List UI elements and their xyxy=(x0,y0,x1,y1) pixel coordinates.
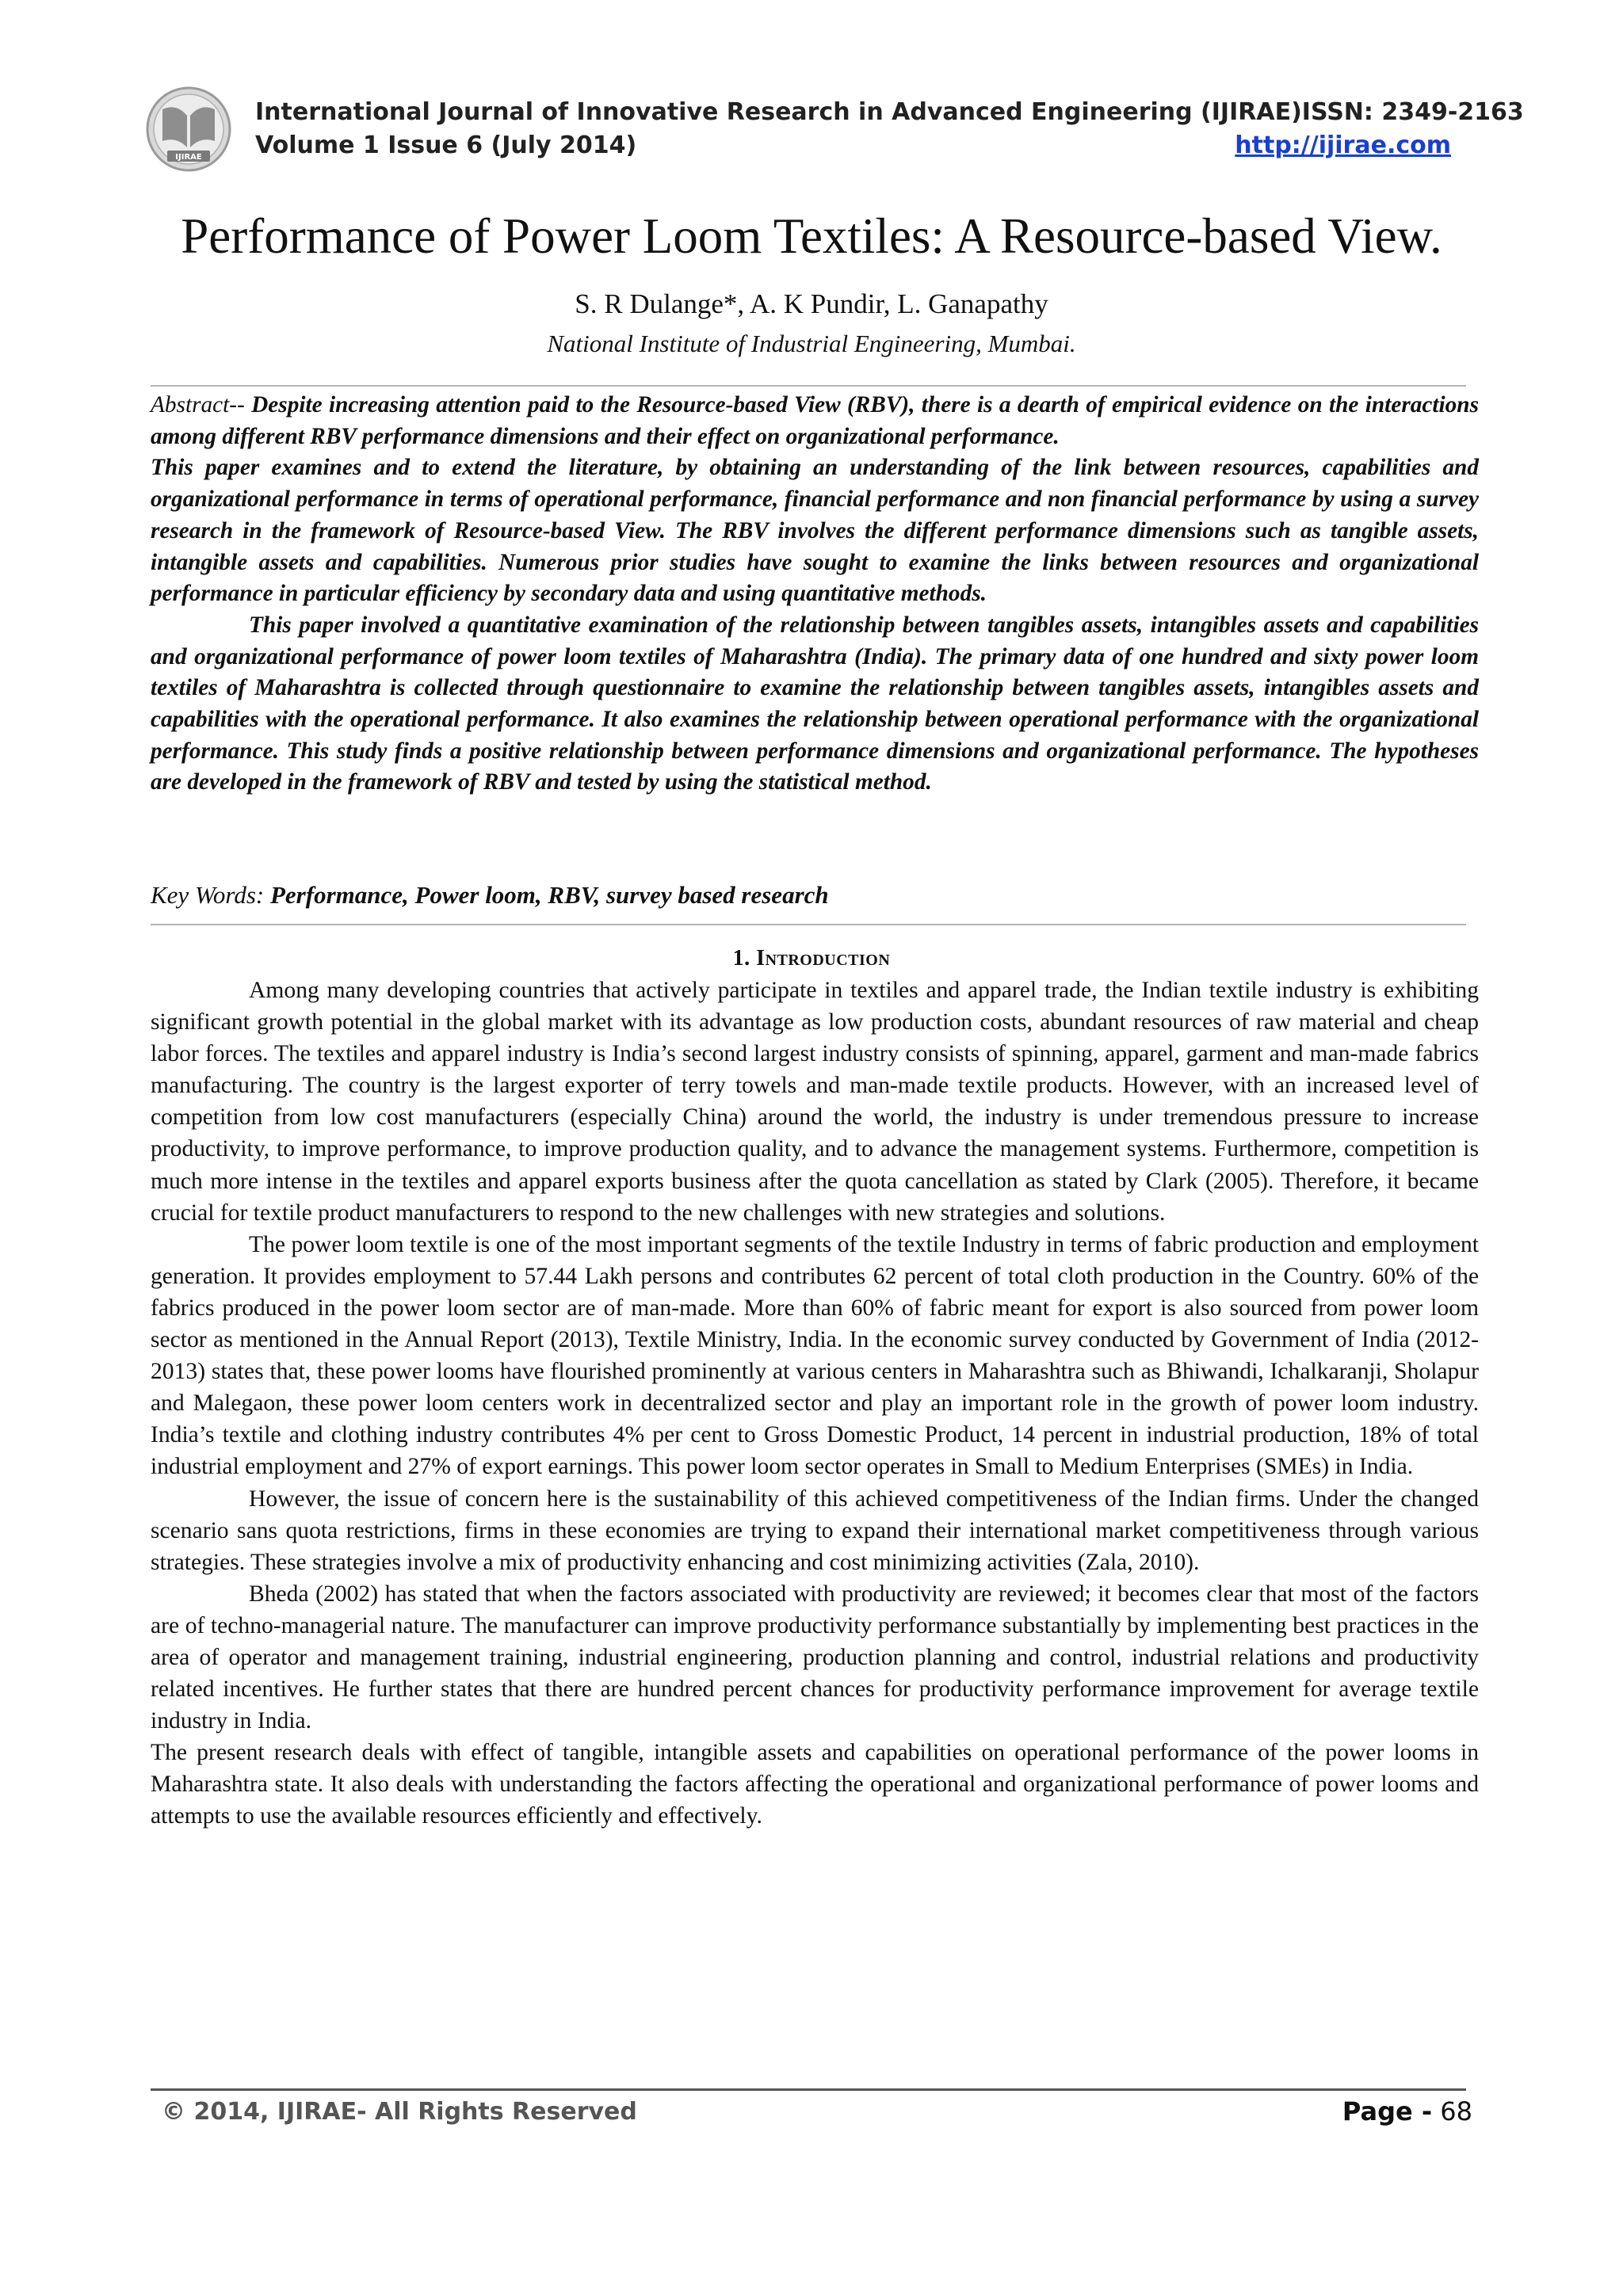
journal-header-line-1 xyxy=(255,98,1524,126)
section-heading-introduction: 1. Introduction xyxy=(732,946,891,971)
journal-header-line-2 xyxy=(255,132,1451,159)
abstract-paragraph-1: Despite increasing attention paid to the Resource-based View (RBV), there is a dearth of empirical evidence on the interactions among different RBV performance dimensions and their effect on organizational performance. xyxy=(151,392,1479,449)
page-number: 68 xyxy=(1440,2096,1472,2126)
abstract-paragraph-3: This paper involved a quantitative examination of the relationship between tangibles assets, intangibles assets and capabilities and organizational performance of power loom textiles of Maharashtra (India). The primary data of one hundred and sixty power loom textiles of Maharashtra is collected through questionnaire to examine the relationship between tangibles assets, intangibles assets and capabilities with the operational performance. It also examines the relationship between operational performance with the organizational performance. This study finds a positive relationship between performance dimensions and organizational performance. The hypotheses are developed in the framework of RBV and tested by using the statistical method. xyxy=(151,612,1479,795)
paper-title: Performance of Power Loom Textiles: A Resource-based View. xyxy=(181,208,1442,264)
journal-url-link[interactable]: http://ijirae.com xyxy=(1235,132,1451,159)
intro-paragraph: The present research deals with effect of tangible, intangible assets and capabilities on operational performance of the power looms in Maharashtra state. It also deals with understanding the factors affecting the operational and organizational performance of power looms and attempts to use the available resources efficiently and effectively. xyxy=(151,1740,1479,1829)
svg-text:IJIRAE: IJIRAE xyxy=(175,153,202,162)
intro-paragraph: The power loom textile is one of the most important segments of the textile Industry in terms of fabric production and employment generation. It provides employment to 57.44 Lakh persons and contributes 62 percent of total cloth production in the Country. 60% of the fabrics produced in the power loom sector are of man-made. More than 60% of fabric meant for export is also sourced from power loom sector as mentioned in the Annual Report (2013), Textile Ministry, India. In the economic survey conducted by Government of India (2012-2013) states that, these power looms have flourished prominently at various centers in Maharashtra such as Bhiwandi, Ichalkaranji, Sholapur and Malegaon, these power loom centers work in decentralized sector and play an important role in the growth of power loom industry. India’s textile and clothing industry contributes 4% per cent to Gross Domestic Product, 14 percent in industrial production, 18% of total industrial employment and 27% of export earnings. This power loom sector operates in Small to Medium Enterprises (SMEs) in India. xyxy=(151,1231,1479,1480)
paper-affiliation: National Institute of Industrial Engineering, Mumbai. xyxy=(547,330,1076,357)
keywords-value: Performance, Power loom, RBV, survey based research xyxy=(269,881,829,909)
journal-logo-icon xyxy=(145,86,232,173)
footer-page-number xyxy=(1342,2096,1472,2126)
abstract-label: Abstract-- xyxy=(151,392,245,418)
keywords-label: Key Words: xyxy=(151,881,270,909)
intro-paragraph: Bheda (2002) has stated that when the factors associated with productivity are reviewed; it becomes clear that most of the factors are of techno-managerial nature. The manufacturer can improve productivity performance substantially by implementing best practices in the area of operator and management training, industrial engineering, production planning and control, industrial relations and productivity related incentives. He further states that there are hundred percent chances for productivity performance improvement for average textile industry in India. xyxy=(151,1581,1479,1734)
divider-footer xyxy=(151,2088,1466,2091)
journal-issn: ISSN: 2349-2163 xyxy=(1301,98,1524,126)
footer-copyright: © 2014, IJIRAE- All Rights Reserved xyxy=(162,2098,637,2126)
divider-top xyxy=(151,385,1466,387)
paper-authors: S. R Dulange*, A. K Pundir, L. Ganapathy xyxy=(575,288,1048,319)
journal-name: International Journal of Innovative Research in Advanced Engineering (IJIRAE) xyxy=(255,98,1302,126)
intro-paragraph: However, the issue of concern here is the sustainability of this achieved competitiveness of the Indian firms. Under the changed scenario sans quota restrictions, firms in these economies are trying to expand their international market competitiveness through various strategies. These strategies involve a mix of productivity enhancing and cost minimizing activities (Zala, 2010). xyxy=(151,1486,1479,1575)
intro-paragraph: Among many developing countries that actively participate in textiles and apparel trade, the Indian textile industry is exhibiting significant growth potential in the global market with its advantage as low production costs, abundant resources of raw material and cheap labor forces. The textiles and apparel industry is India’s second largest industry consists of spinning, apparel, garment and man-made fabrics manufacturing. The country is the largest exporter of terry towels and man-made textile products. However, with an increased level of competition from low cost manufacturers (especially China) around the world, the industry is under tremendous pressure to increase productivity, to improve performance, to improve production quality, and to advance the management systems. Furthermore, competition is much more intense in the textiles and apparel exports business after the quota cancellation as stated by Clark (2005). Therefore, it became crucial for textile product manufacturers to respond to the new challenges with new strategies and solutions. xyxy=(151,978,1479,1226)
journal-volume: Volume 1 Issue 6 (July 2014) xyxy=(255,132,637,159)
abstract-paragraph-2: This paper examines and to extend the literature, by obtaining an understanding of the link between resources, capabilities and organizational performance in terms of operational performance, financial performance and non financial performance by using a survey research in the framework of Resource-based View. The RBV involves the different performance dimensions such as tangible assets, intangible assets and capabilities. Numerous prior studies have sought to examine the links between resources and organizational performance in particular efficiency by secondary data and using quantitative methods. xyxy=(151,455,1479,607)
keywords xyxy=(151,881,829,910)
divider-middle xyxy=(151,924,1466,925)
abstract xyxy=(151,390,1479,799)
introduction-body xyxy=(151,974,1479,1833)
page-label: Page - xyxy=(1342,2096,1433,2126)
